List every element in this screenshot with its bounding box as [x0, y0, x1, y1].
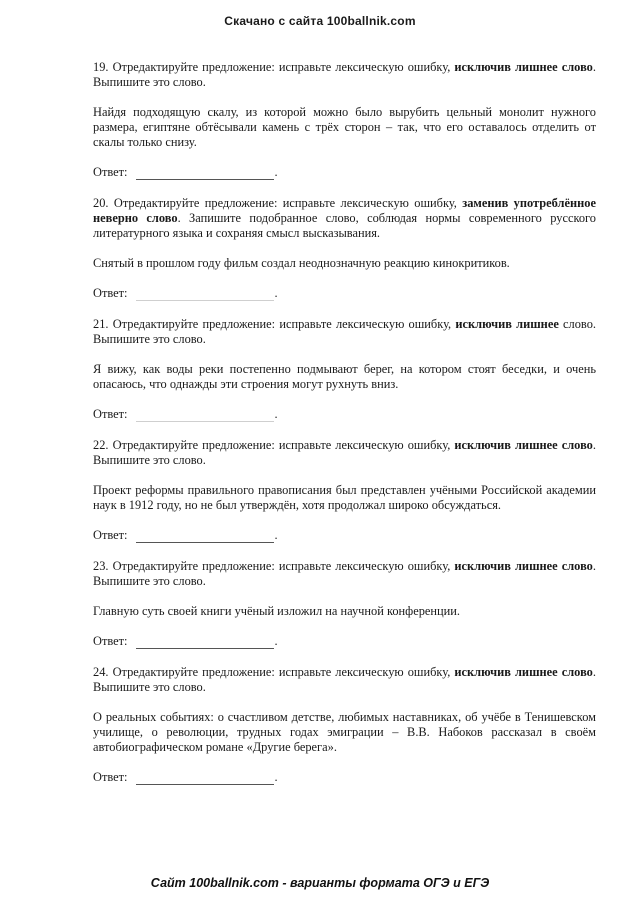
instruction-text: Отредактируйте предложение: исправьте лексическую ошибку, — [113, 196, 463, 210]
task-23 — [93, 559, 596, 649]
instruction-emphasis: исключив лишнее слово — [454, 665, 593, 679]
answer-label: Ответ: — [93, 165, 128, 179]
instruction-emphasis: исключив лишнее слово — [454, 60, 593, 74]
task-sentence: Главную суть своей книги учёный изложил на научной конференции. — [93, 604, 461, 618]
answer-label: Ответ: — [93, 407, 128, 421]
instruction-text-end: . Запишите подобранное слово, соблюдая нормы современного русского литературного языка и сохраняя смысл высказывания. — [93, 211, 596, 240]
instruction-emphasis: исключив лишнее — [455, 317, 559, 331]
task-sentence: Проект реформы правильного правописания был представлен учёными Российской академии наук в 1912 году, но не был утверждён, хотя продолжал широко обсуждаться. — [93, 483, 596, 512]
answer-field[interactable] — [136, 288, 274, 301]
task-number: 19. — [93, 60, 109, 74]
answer-end: . — [274, 407, 278, 421]
answer-row — [93, 528, 596, 543]
task-sentence: О реальных событиях: о счастливом детстве, любимых наставниках, об учёбе в Тенишевском училище, о революции, трудных годах эмиграции – В.В. Набоков рассказал в своём автобиографическом романе «Другие берега». — [93, 710, 596, 754]
task-number: 20. — [93, 196, 109, 210]
answer-label: Ответ: — [93, 634, 128, 648]
instruction-text-end: . Выпишите это слово. — [93, 665, 596, 694]
instruction-text-end: слово. Выпишите это слово. — [93, 317, 596, 346]
answer-end: . — [274, 528, 278, 542]
instruction-text: Отредактируйте предложение: исправьте лексическую ошибку, — [112, 559, 455, 573]
answer-field[interactable] — [136, 409, 274, 422]
page-header: Скачано с сайта 100ballnik.com — [224, 14, 416, 28]
task-instruction — [93, 665, 596, 695]
task-19 — [93, 60, 596, 180]
task-instruction — [93, 60, 596, 90]
answer-label: Ответ: — [93, 286, 128, 300]
instruction-emphasis: заменив употреблённое неверно слово — [93, 196, 596, 225]
answer-label: Ответ: — [93, 528, 128, 542]
task-number: 21. — [93, 317, 109, 331]
instruction-emphasis: исключив лишнее слово — [454, 559, 593, 573]
task-instruction — [93, 559, 596, 589]
instruction-text: Отредактируйте предложение: исправьте лексическую ошибку, — [112, 665, 455, 679]
instruction-text-end: . Выпишите это слово. — [93, 559, 596, 588]
instruction-text: Отредактируйте предложение: исправьте лексическую ошибку, — [112, 317, 456, 331]
task-sentence: Снятый в прошлом году фильм создал неоднозначную реакцию кинокритиков. — [93, 256, 510, 270]
task-24 — [93, 665, 596, 785]
answer-field[interactable] — [136, 167, 274, 180]
instruction-text: Отредактируйте предложение: исправьте лексическую ошибку, — [112, 438, 455, 452]
instruction-emphasis: исключив лишнее слово — [454, 438, 593, 452]
task-number: 24. — [93, 665, 109, 679]
answer-row — [93, 165, 596, 180]
answer-end: . — [274, 634, 278, 648]
task-sentence: Я вижу, как воды реки постепенно подмывают берег, на котором стоят беседки, и очень опасаюсь, что однажды эти строения могут рухнуть вниз. — [93, 362, 596, 391]
task-22 — [93, 438, 596, 543]
task-instruction — [93, 317, 596, 347]
answer-field[interactable] — [136, 530, 274, 543]
task-instruction — [93, 196, 596, 241]
tasks-container — [93, 60, 596, 801]
task-number: 22. — [93, 438, 109, 452]
answer-end: . — [274, 165, 278, 179]
task-sentence: Найдя подходящую скалу, из которой можно было вырубить цельный монолит нужного размера, египтяне обтёсывали камень с трёх сторон – так, что его оставалось отделить от скалы только снизу. — [93, 105, 596, 149]
task-21 — [93, 317, 596, 422]
answer-row — [93, 634, 596, 649]
task-instruction — [93, 438, 596, 468]
answer-field[interactable] — [136, 772, 274, 785]
task-number: 23. — [93, 559, 109, 573]
answer-label: Ответ: — [93, 770, 128, 784]
page-footer: Сайт 100ballnik.com - варианты формата ОГЭ и ЕГЭ — [150, 876, 490, 890]
answer-end: . — [274, 770, 278, 784]
instruction-text-end: . Выпишите это слово. — [93, 438, 596, 467]
answer-field[interactable] — [136, 636, 274, 649]
instruction-text-end: . Выпишите это слово. — [93, 60, 596, 89]
instruction-text: Отредактируйте предложение: исправьте лексическую ошибку, — [112, 60, 455, 74]
answer-row — [93, 407, 596, 422]
answer-row — [93, 286, 596, 301]
answer-end: . — [274, 286, 278, 300]
task-20 — [93, 196, 596, 301]
answer-row — [93, 770, 596, 785]
